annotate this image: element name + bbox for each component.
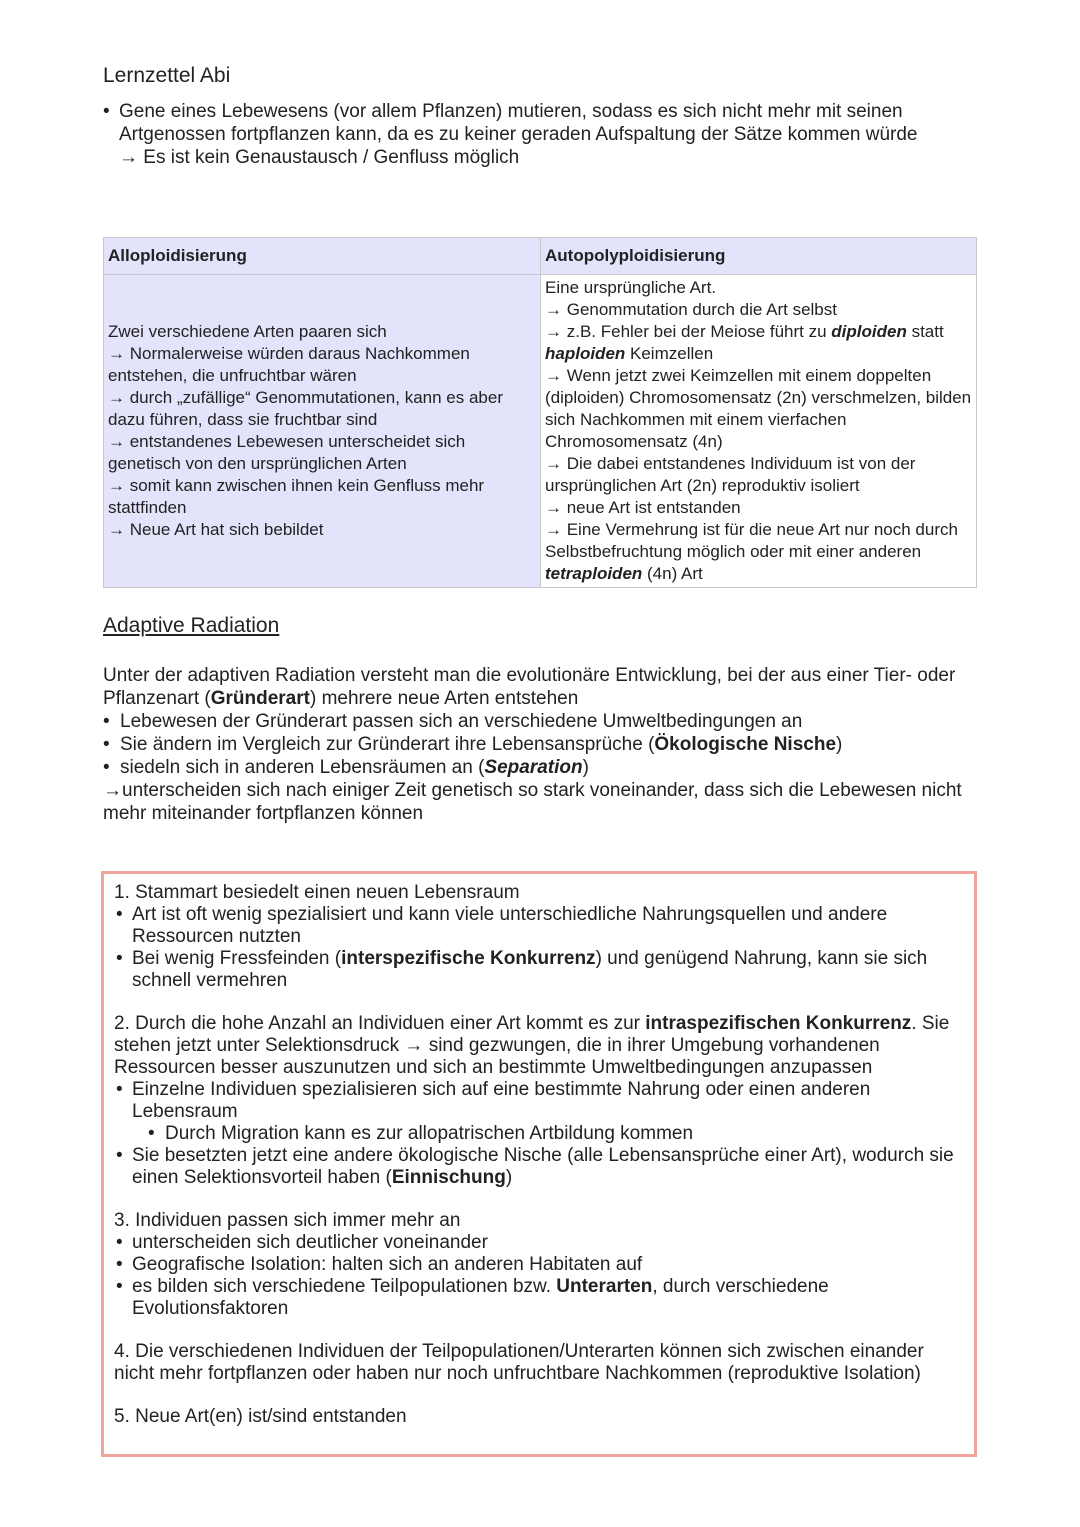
text-run: Keimzellen: [625, 344, 714, 363]
alloploidisierung-cell: [104, 275, 541, 588]
cell-line: Zwei verschiedene Arten paaren sich: [108, 322, 387, 341]
text-run: → z.B. Fehler bei der Meiose führt zu: [545, 322, 832, 341]
table-header-autopolyploidisierung: Autopolyploidisierung: [541, 238, 977, 275]
step-title: 3. Individuen passen sich immer mehr an: [114, 1210, 461, 1231]
step-1: [114, 882, 964, 992]
cell-line: → Normalerweise würden daraus Nachkommen entstehen, die unfruchtbar wären: [108, 344, 470, 385]
text-run: Sie ändern im Vergleich zur Gründerart ihre Lebensansprüche (: [120, 734, 655, 755]
step-title: [114, 1013, 964, 1079]
table-header-row: [104, 238, 977, 275]
emphasis-gruenderart: Gründerart: [210, 688, 310, 709]
cell-line: → somit kann zwischen ihnen kein Genfluss mehr stattfinden: [108, 476, 485, 517]
paragraph: →unterscheiden sich nach einiger Zeit genetisch so stark voneinander, dass sich die Lebewesen nicht mehr miteinander fortpflanzen können: [103, 780, 962, 824]
emphasis-oekologische-nische: Ökologische Nische: [654, 734, 837, 755]
adaptive-radiation-text: [103, 664, 983, 825]
list-item: • Geografische Isolation: halten sich an anderen Habitaten auf: [114, 1254, 964, 1276]
section-heading-adaptive-radiation: Adaptive Radiation: [103, 614, 280, 637]
text-run: statt: [906, 322, 944, 341]
emphasis-einnischung: Einnischung: [391, 1167, 506, 1188]
text-run: ): [505, 1167, 513, 1188]
text-run: siedeln sich in anderen Lebensräumen an (: [120, 757, 485, 778]
text-run: ): [582, 757, 589, 778]
step-4: [114, 1341, 964, 1385]
list-item: [114, 948, 964, 992]
list-item: [103, 733, 983, 756]
text-run: Unter der adaptiven Radiation versteht man die evolutionäre Entwicklung, bei der aus einer Tier- oder Pflanzenart (: [103, 665, 956, 709]
emphasis-diploiden: diploiden: [831, 322, 907, 341]
list-item: • Einzelne Individuen spezialisieren sich auf eine bestimmte Nahrung oder einen anderen Lebensraum: [114, 1079, 964, 1123]
cell-line: → Wenn jetzt zwei Keimzellen mit einem doppelten (diploiden) Chromosomensatz (2n) verschmelzen, bilden sich Nachkommen mit einem vierfachen Chromosomensatz (4n): [545, 366, 972, 451]
cell-line: → Die dabei entstandenes Individuum ist von der ursprünglichen Art (2n) reproduktiv isoliert: [545, 454, 916, 495]
sub-list-item: • Durch Migration kann es zur allopatrischen Artbildung kommen: [114, 1123, 964, 1145]
cell-line: [545, 321, 972, 365]
text-run: ) und genügend Nahrung, kann sie sich schnell vermehren: [132, 948, 928, 991]
intro-bullet: • Gene eines Lebewesens (vor allem Pflanzen) mutieren, sodass es sich nicht mehr mit seinen: [103, 100, 983, 123]
emphasis-separation: Separation: [484, 757, 583, 778]
text-run: ) mehrere neue Arten entstehen: [309, 688, 579, 709]
text-run: es bilden sich verschiedene Teilpopulationen bzw.: [132, 1276, 557, 1297]
text-run: (4n) Art: [642, 564, 703, 583]
table-header-alloploidisierung: Alloploidisierung: [104, 238, 541, 275]
list-item: • unterscheiden sich deutlicher voneinander: [114, 1232, 964, 1254]
list-item: [114, 1145, 964, 1189]
cell-line: → durch „zufällige“ Genommutationen, kann es aber dazu führen, dass sie fruchtbar sind: [108, 388, 503, 429]
paragraph: [103, 664, 983, 710]
text-run: . Sie stehen jetzt unter Selektionsdruck → sind gezwungen, die in ihrer Umgebung vorhandenen Ressourcen besser auszunutzen und sich an bestimmte Umweltbedingungen anzupassen: [114, 1013, 950, 1078]
emphasis-intraspezifische-konkurrenz: intraspezifischen Konkurrenz: [645, 1013, 912, 1034]
cell-line: → Neue Art hat sich bebildet: [108, 520, 324, 539]
step-text: 5. Neue Art(en) ist/sind entstanden: [114, 1406, 407, 1427]
cell-line: [545, 519, 972, 585]
intro-section: [103, 100, 983, 169]
text-run: , durch verschiedene Evolutionsfaktoren: [132, 1276, 829, 1319]
list-item: • Lebewesen der Gründerart passen sich an verschiedene Umweltbedingungen an: [103, 710, 983, 733]
text-run: Sie besetzten jetzt eine andere ökologische Nische (alle Lebensansprüche einer Art), wodurch sie einen Selektionsvorteil haben (: [132, 1145, 954, 1188]
cell-line: → neue Art ist entstanden: [545, 498, 741, 517]
step-5: [114, 1406, 964, 1428]
list-item: [103, 756, 983, 779]
emphasis-haploiden: haploiden: [545, 344, 626, 363]
step-3: [114, 1210, 964, 1320]
list-item: • Art ist oft wenig spezialisiert und kann viele unterschiedliche Nahrungsquellen und andere Ressourcen nutzten: [114, 904, 964, 948]
intro-arrow-line: → Es ist kein Genaustausch / Genfluss möglich: [119, 147, 520, 168]
page-title: Lernzettel Abi: [103, 64, 231, 87]
autopolyploidisierung-cell: [541, 275, 977, 588]
text-run: ): [836, 734, 843, 755]
text-run: 2. Durch die hohe Anzahl an Individuen einer Art kommt es zur: [114, 1013, 646, 1034]
cell-line: Eine ursprüngliche Art.: [545, 278, 717, 297]
steps-box: [101, 871, 977, 1457]
text-run: → Eine Vermehrung ist für die neue Art nur noch durch Selbstbefruchtung möglich oder mit einer anderen: [545, 520, 958, 561]
table-row: [104, 275, 977, 588]
step-title: 1. Stammart besiedelt einen neuen Lebensraum: [114, 882, 520, 903]
intro-bullet-continued: Artgenossen fortpflanzen kann, da es zu keiner geraden Aufspaltung der Sätze kommen würde: [119, 124, 918, 145]
comparison-table: [103, 237, 977, 588]
emphasis-interspezifische-konkurrenz: interspezifische Konkurrenz: [341, 948, 596, 969]
cell-line: → entstandenes Lebewesen unterscheidet sich genetisch von den ursprünglichen Arten: [108, 432, 466, 473]
emphasis-tetraploiden: tetraploiden: [545, 564, 643, 583]
step-text: 4. Die verschiedenen Individuen der Teilpopulationen/Unterarten können sich zwischen einander nicht mehr fortpflanzen oder haben nur noch unfruchtbare Nachkommen (reproduktive Isolation): [114, 1341, 924, 1384]
text-run: Bei wenig Fressfeinden (: [132, 948, 342, 969]
emphasis-unterarten: Unterarten: [556, 1276, 653, 1297]
list-item: [114, 1276, 964, 1320]
cell-line: → Genommutation durch die Art selbst: [545, 300, 837, 319]
step-2: [114, 1013, 964, 1189]
